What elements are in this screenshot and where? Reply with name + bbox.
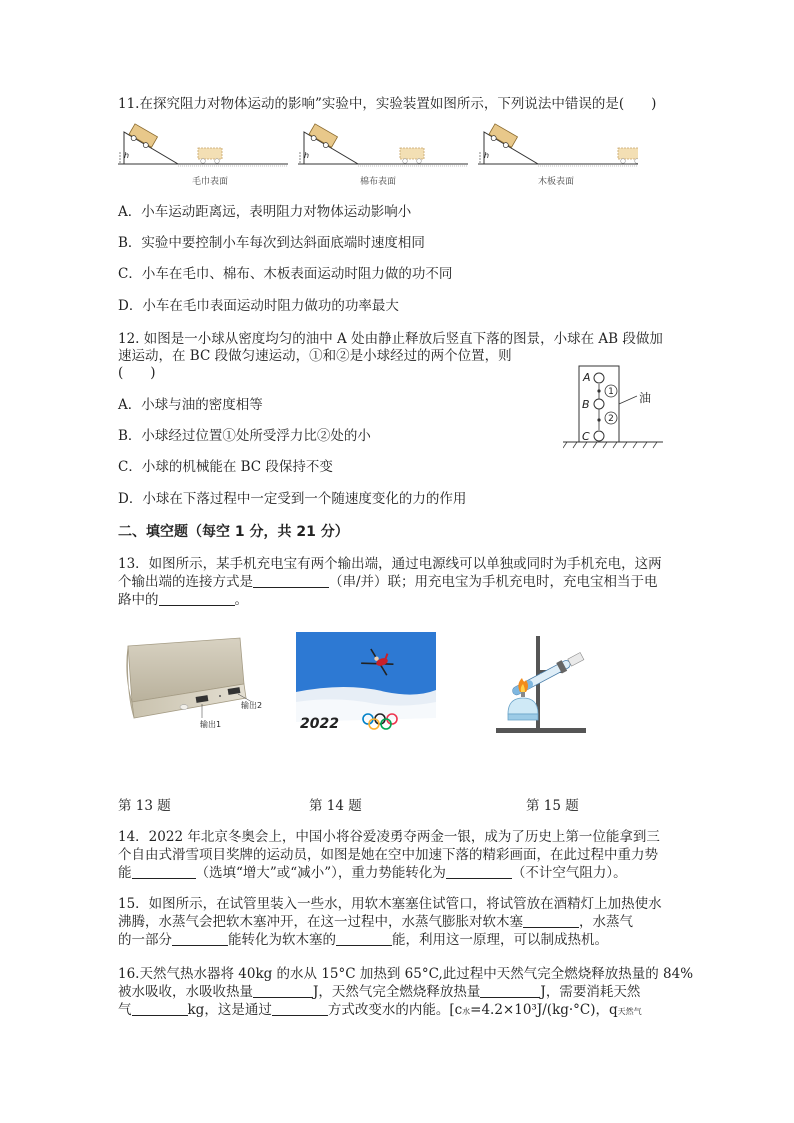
q13-line2-b: （串/并）联；用充电宝为手机充电时，充电宝相当于电 bbox=[329, 574, 658, 590]
q12-option-c: C．小球的机械能在 BC 段保持不变 bbox=[118, 459, 333, 475]
ball-position-c bbox=[594, 431, 604, 441]
marker-2: 2 bbox=[608, 414, 614, 424]
q15-line3-a: 的一部分 bbox=[118, 932, 172, 948]
caption-q13: 第 13 题 bbox=[118, 798, 171, 814]
q16-line1: 16.天然气热水器将 40kg 的水从 15°C 加热到 65°C,此过程中天然气完全燃烧释放热量的 84% bbox=[118, 966, 694, 982]
port-2-label: 输出2 bbox=[241, 701, 263, 710]
ball-position-b bbox=[594, 399, 604, 409]
label-b: B bbox=[582, 398, 590, 411]
q13-line2-a: 个输出端的连接方式是 bbox=[118, 574, 253, 590]
q15-line3-b: 能转化为软木塞的 bbox=[228, 932, 336, 948]
q11-option-a: A．小车运动距离远，表明阻力对物体运动影响小 bbox=[118, 204, 412, 220]
port-1-label: 输出1 bbox=[200, 720, 222, 729]
q15-line2 bbox=[118, 913, 633, 931]
test-tube-heating-image bbox=[478, 632, 618, 736]
olympic-year: 2022 bbox=[300, 716, 339, 732]
caption-q14: 第 14 题 bbox=[309, 798, 362, 814]
surface-label-towel: 毛巾表面 bbox=[192, 177, 229, 187]
label-a: A bbox=[583, 371, 591, 384]
q15-line1: 15．如图所示，在试管里装入一些水，用软木塞塞住试管口，将试管放在酒精灯上加热使水 bbox=[118, 896, 662, 912]
q12-option-a: A．小球与油的密度相等 bbox=[118, 397, 263, 413]
q13-blank-1[interactable] bbox=[253, 573, 329, 588]
ball-position-a bbox=[594, 373, 604, 383]
q12-stem-line2: 速运动，在 BC 段做匀速运动，①和②是小球经过的两个位置，则 bbox=[118, 348, 512, 364]
surface-label-cotton: 棉布表面 bbox=[360, 177, 397, 187]
q13-line3 bbox=[118, 591, 248, 609]
q11-stem: 11.在探究阻力对物体运动的影响”实验中，实验装置如图所示，下列说法中错误的是( ) bbox=[118, 96, 657, 112]
q16-line2 bbox=[118, 983, 640, 1001]
q11-option-b: B．实验中要控制小车每次到达斜面底端时速度相同 bbox=[118, 235, 425, 251]
q13-line3-a: 路中的 bbox=[118, 592, 159, 608]
q16-blank-2[interactable] bbox=[480, 983, 540, 998]
q11-h-label-3: h bbox=[484, 151, 490, 160]
q11-option-c: C．小车在毛巾、棉布、木板表面运动时阻力做的功不同 bbox=[118, 266, 453, 282]
q15-line2-a: 沸腾，水蒸气会把软木塞冲开，在这一过程中，水蒸气膨胀对软木塞 bbox=[118, 914, 523, 930]
q11-option-d: D．小车在毛巾表面运动时阻力做功的功率最大 bbox=[118, 298, 399, 314]
q16-blank-4[interactable] bbox=[272, 1001, 328, 1016]
q12-oil-figure bbox=[563, 364, 668, 452]
q14-line3 bbox=[118, 864, 627, 882]
q12-option-d: D．小球在下落过程中一定受到一个随速度变化的力的作用 bbox=[118, 491, 467, 507]
q14-blank-1[interactable] bbox=[132, 864, 196, 879]
marker-1: 1 bbox=[608, 387, 614, 397]
q16-blank-1[interactable] bbox=[253, 983, 313, 998]
q16-line3-a: 气 bbox=[118, 1002, 132, 1018]
q14-line3-b: （选填“增大”或“减小”），重力势能转化为 bbox=[195, 865, 446, 881]
q16-line3-e: =4.2×10³J/(kg·°C)，q bbox=[470, 1002, 618, 1018]
q14-line3-c: （不计空气阻力）。 bbox=[511, 865, 627, 881]
q14-line1: 14．2022 年北京冬奥会上，中国小将谷爱凌勇夺两金一银，成为了历史上第一位能拿到三 bbox=[118, 829, 660, 845]
q12-stem-line3: ( ) bbox=[118, 365, 156, 381]
q14-line3-a: 能 bbox=[118, 865, 132, 881]
ramp-setup-towel bbox=[118, 124, 288, 166]
q13-blank-2[interactable] bbox=[159, 591, 235, 606]
surface-label-wood: 木板表面 bbox=[538, 177, 575, 187]
label-c: C bbox=[582, 430, 590, 443]
q16-line3 bbox=[118, 1001, 642, 1021]
caption-q15: 第 15 题 bbox=[526, 798, 579, 814]
q16-line3-c: 方式改变水的内能。[c bbox=[327, 1002, 463, 1018]
q15-line3 bbox=[118, 931, 608, 949]
q15-line2-b: ，水蒸气 bbox=[579, 914, 633, 930]
q12-option-b: B．小球经过位置①处所受浮力比②处的小 bbox=[118, 428, 371, 444]
q16-subscript-gas: 天然气 bbox=[617, 1007, 642, 1016]
q15-blank-3[interactable] bbox=[336, 931, 392, 946]
q16-blank-3[interactable] bbox=[132, 1001, 188, 1016]
q13-line3-b: 。 bbox=[234, 592, 248, 608]
q12-stem-line1: 12. 如图是一小球从密度均匀的油中 A 处由静止释放后竖直下落的图景，小球在 AB 段做加 bbox=[118, 331, 663, 347]
q16-line2-b: J，天然气完全燃烧释放热量 bbox=[313, 984, 481, 1000]
q13-line1: 13．如图所示，某手机充电宝有两个输出端，通过电源线可以单独或同时为手机充电，这两 bbox=[118, 556, 662, 572]
section-title: 二、填空题（每空 1 分，共 21 分） bbox=[118, 524, 349, 540]
q15-blank-1[interactable] bbox=[523, 913, 579, 928]
q11-h-label-2: h bbox=[304, 151, 310, 160]
label-oil: 油 bbox=[639, 391, 652, 405]
ski-jump-image bbox=[296, 632, 436, 736]
q16-line2-a: 被水吸收，水吸收热量 bbox=[118, 984, 253, 1000]
q14-line2: 个自由式滑雪项目奖牌的运动员，如图是她在空中加速下落的精彩画面，在此过程中重力势 bbox=[118, 847, 658, 863]
ramp-setup-cotton bbox=[298, 124, 468, 166]
q15-line3-c: 能，利用这一原理，可以制成热机。 bbox=[392, 932, 608, 948]
q11-h-label-1: h bbox=[124, 151, 130, 160]
ramp-setup-wood bbox=[478, 124, 638, 166]
q14-blank-2[interactable] bbox=[446, 864, 512, 879]
q16-subscript-water: 水 bbox=[462, 1007, 471, 1016]
q13-line2 bbox=[118, 573, 658, 591]
q16-line3-b: kg，这是通过 bbox=[187, 1002, 272, 1018]
q15-blank-2[interactable] bbox=[172, 931, 228, 946]
power-bank-image bbox=[120, 632, 280, 732]
q16-line2-c: J，需要消耗天然 bbox=[540, 984, 641, 1000]
